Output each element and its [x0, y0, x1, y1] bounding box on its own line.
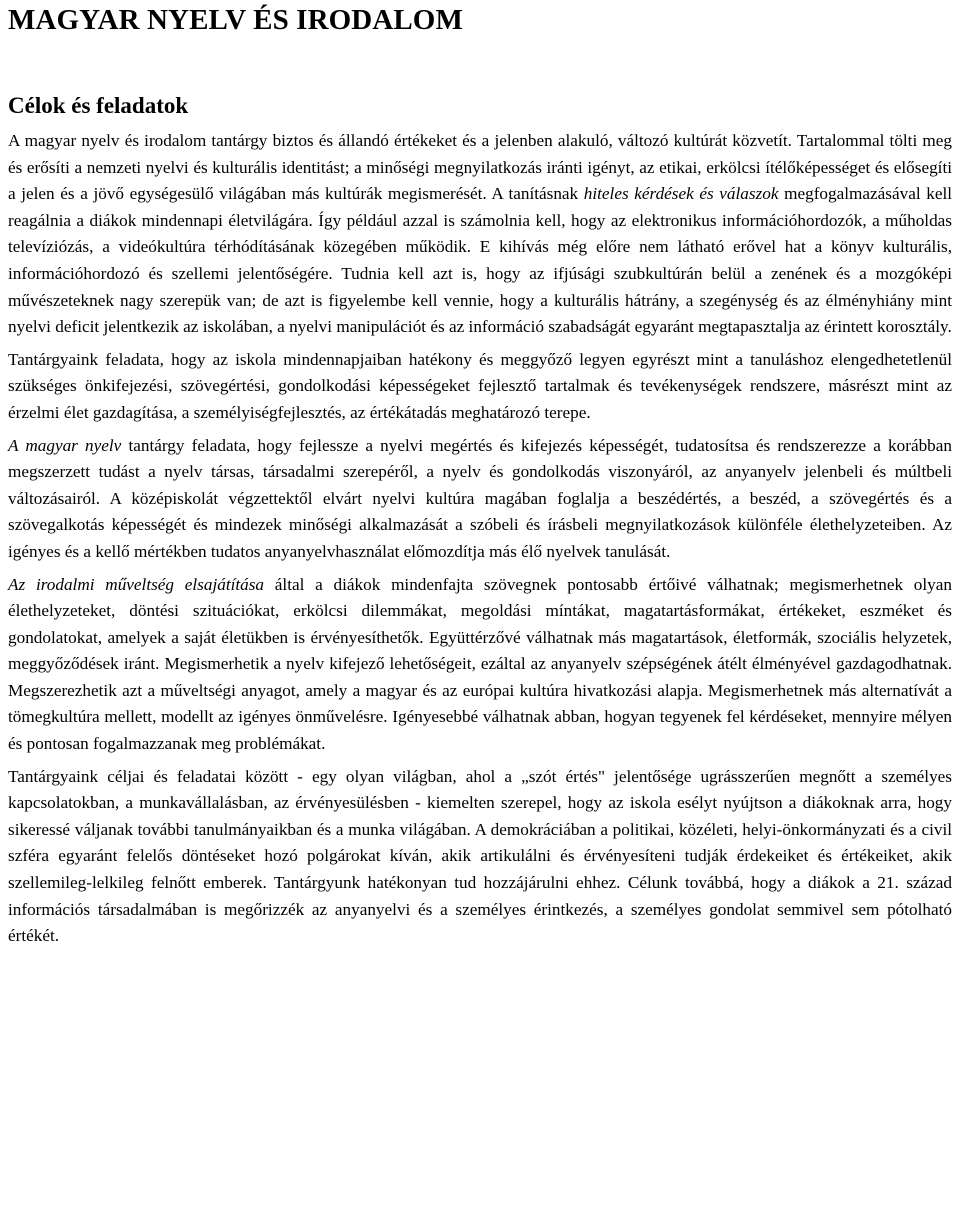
paragraph-goals [8, 128, 952, 341]
paragraph-aims [8, 764, 952, 950]
document-page [8, 0, 952, 950]
paragraph-subject-task [8, 347, 952, 427]
paragraph-text-continued: megfogalmazásával kell reagálnia a diákok mindennapi életvilágára. Így például azzal is számolnia kell, hogy az elektronikus információhordozók, a műholdas televíziózás, a videókultúra térhódításának közegében működik. E kihívás még előre nem látható erővel hat a könyv kulturális, információhordozó és szellemi jelentőségére. Tudnia kell azt is, hogy az ifjúsági szubkultúrán belül a zenének és a mozgóképi művészeteknek nagy szerepük van; de azt is figyelembe kell vennie, hogy a kulturális hátrány, a szegénység és az élményhiány mint nyelvi deficit jelentkezik az iskolában, a nyelvi manipulációt és az információ szabadságát egyaránt megtapasztalja az érintett korosztály. [8, 184, 952, 337]
paragraph-text-continued: tantárgy feladata, hogy fejlessze a nyelvi megértés és kifejezés képességét, tudatosítsa és rendszerezze a korábban megszerzett tudást a nyelv társas, társadalmi szerepéről, a nyelv és gondolkodás viszonyáról, az anyanyelv jelenbeli és múltbeli változásairól. A középiskolát végzettektől elvárt nyelvi kultúra magában foglalja a beszédértés, a beszéd, a szövegértés és a szövegalkotás képességét és mindezek minőségi alkalmazását a szóbeli és írásbeli megnyilatkozások különféle élethelyzeteiben. Az igényes és a kellő mértékben tudatos anyanyelvhasználat előmozdítja más élő nyelvek tanulását. [8, 435, 952, 561]
paragraph-literary-literacy [8, 572, 952, 758]
paragraph-hungarian-language [8, 433, 952, 566]
paragraph-emphasis: Az irodalmi műveltség elsajátítása [8, 574, 265, 594]
paragraph-text: A magyar nyelv és irodalom tantárgy biztos és állandó értékeket és a jelenben alakuló, változó kultúrát közvetít. Tartalommal tölti meg és erősíti a nemzeti nyelvi és kulturális identitást; a minőségi megnyilatkozás iránti igényt, az etikai, erkölcsi ítélőképességet és elősegíti a jelen és a jövő egységesülő világában más kultúrák megismerését. A tanításnak [8, 131, 952, 204]
section-heading: Célok és feladatok [8, 93, 189, 118]
paragraph-text: Tantárgyaink céljai és feladatai között - egy olyan világban, ahol a „szót értés" jelentősége ugrásszerűen megnőtt a személyes kapcsolatokban, a munkavállalásban, az érvényesülésben - kiemelten szerepel, hogy az iskola esélyt nyújtson a diákoknak arra, hogy sikeressé váljanak további tanulmányaikban és a munka világában. A demokráciában a politikai, közéleti, helyi-önkormányzati és a civil szféra egyaránt felelős döntéseket hozó polgárokat kíván, akik artikulálni és érvényesíteni tudják érdekeiket és értékeiket, akik szellemileg-lelkileg felnőtt emberek. Tantárgyunk hatékonyan tud hozzájárulni ehhez. Célunk továbbá, hogy a diákok a 21. század információs társadalmában is megőrizzék az anyanyelvi és a személyes érintkezés, a személyes gondolat semmivel sem pótolható értékét. [8, 766, 952, 946]
paragraph-text-continued: által a diákok mindenfajta szövegnek pontosabb értőivé válhatnak; megismerhetnek olyan élethelyzeteket, döntési szituációkat, erkölcsi dilemmákat, megoldási míntákat, magatartásformákat, értékeket, eszméket és gondolatokat, amelyek a saját életükben is érvényesíthetők. Együttérzővé válhatnak más magatartások, életformák, szociális helyzetek, meggyőződések iránt. Megismerhetik a nyelv kifejező lehetőségeit, ezáltal az anyanyelv szépségének átélt élményével gazdagodhatnak. Megszerezhetik azt a műveltségi anyagot, amely a magyar és az európai kultúra hivatkozási alapja. Megismerhetnek más alternatívát a tömegkultúra mellett, modellt az igényes önművelésre. Igényesebbé válhatnak abban, hogyan tegyenek fel kérdéseket, mennyire mélyen és pontosan fogalmazzanak meg problémákat. [8, 574, 952, 754]
paragraph-emphasis: hiteles kérdések és válaszok [583, 184, 779, 204]
paragraph-emphasis: A magyar nyelv [8, 435, 122, 455]
paragraph-text: Tantárgyaink feladata, hogy az iskola mindennapjaiban hatékony és meggyőző legyen egyrészt mint a tanuláshoz elengedhetetlenül szükséges önkifejezési, szövegértési, gondolkodási képességeket fejlesztő tartalmak és tevékenységek rendszere, másrészt mint az érzelmi élet gazdagítása, a személyiségfejlesztés, az értékátadás meghatározó terepe. [8, 349, 952, 422]
document-title: MAGYAR NYELV ÉS IRODALOM [8, 4, 463, 36]
